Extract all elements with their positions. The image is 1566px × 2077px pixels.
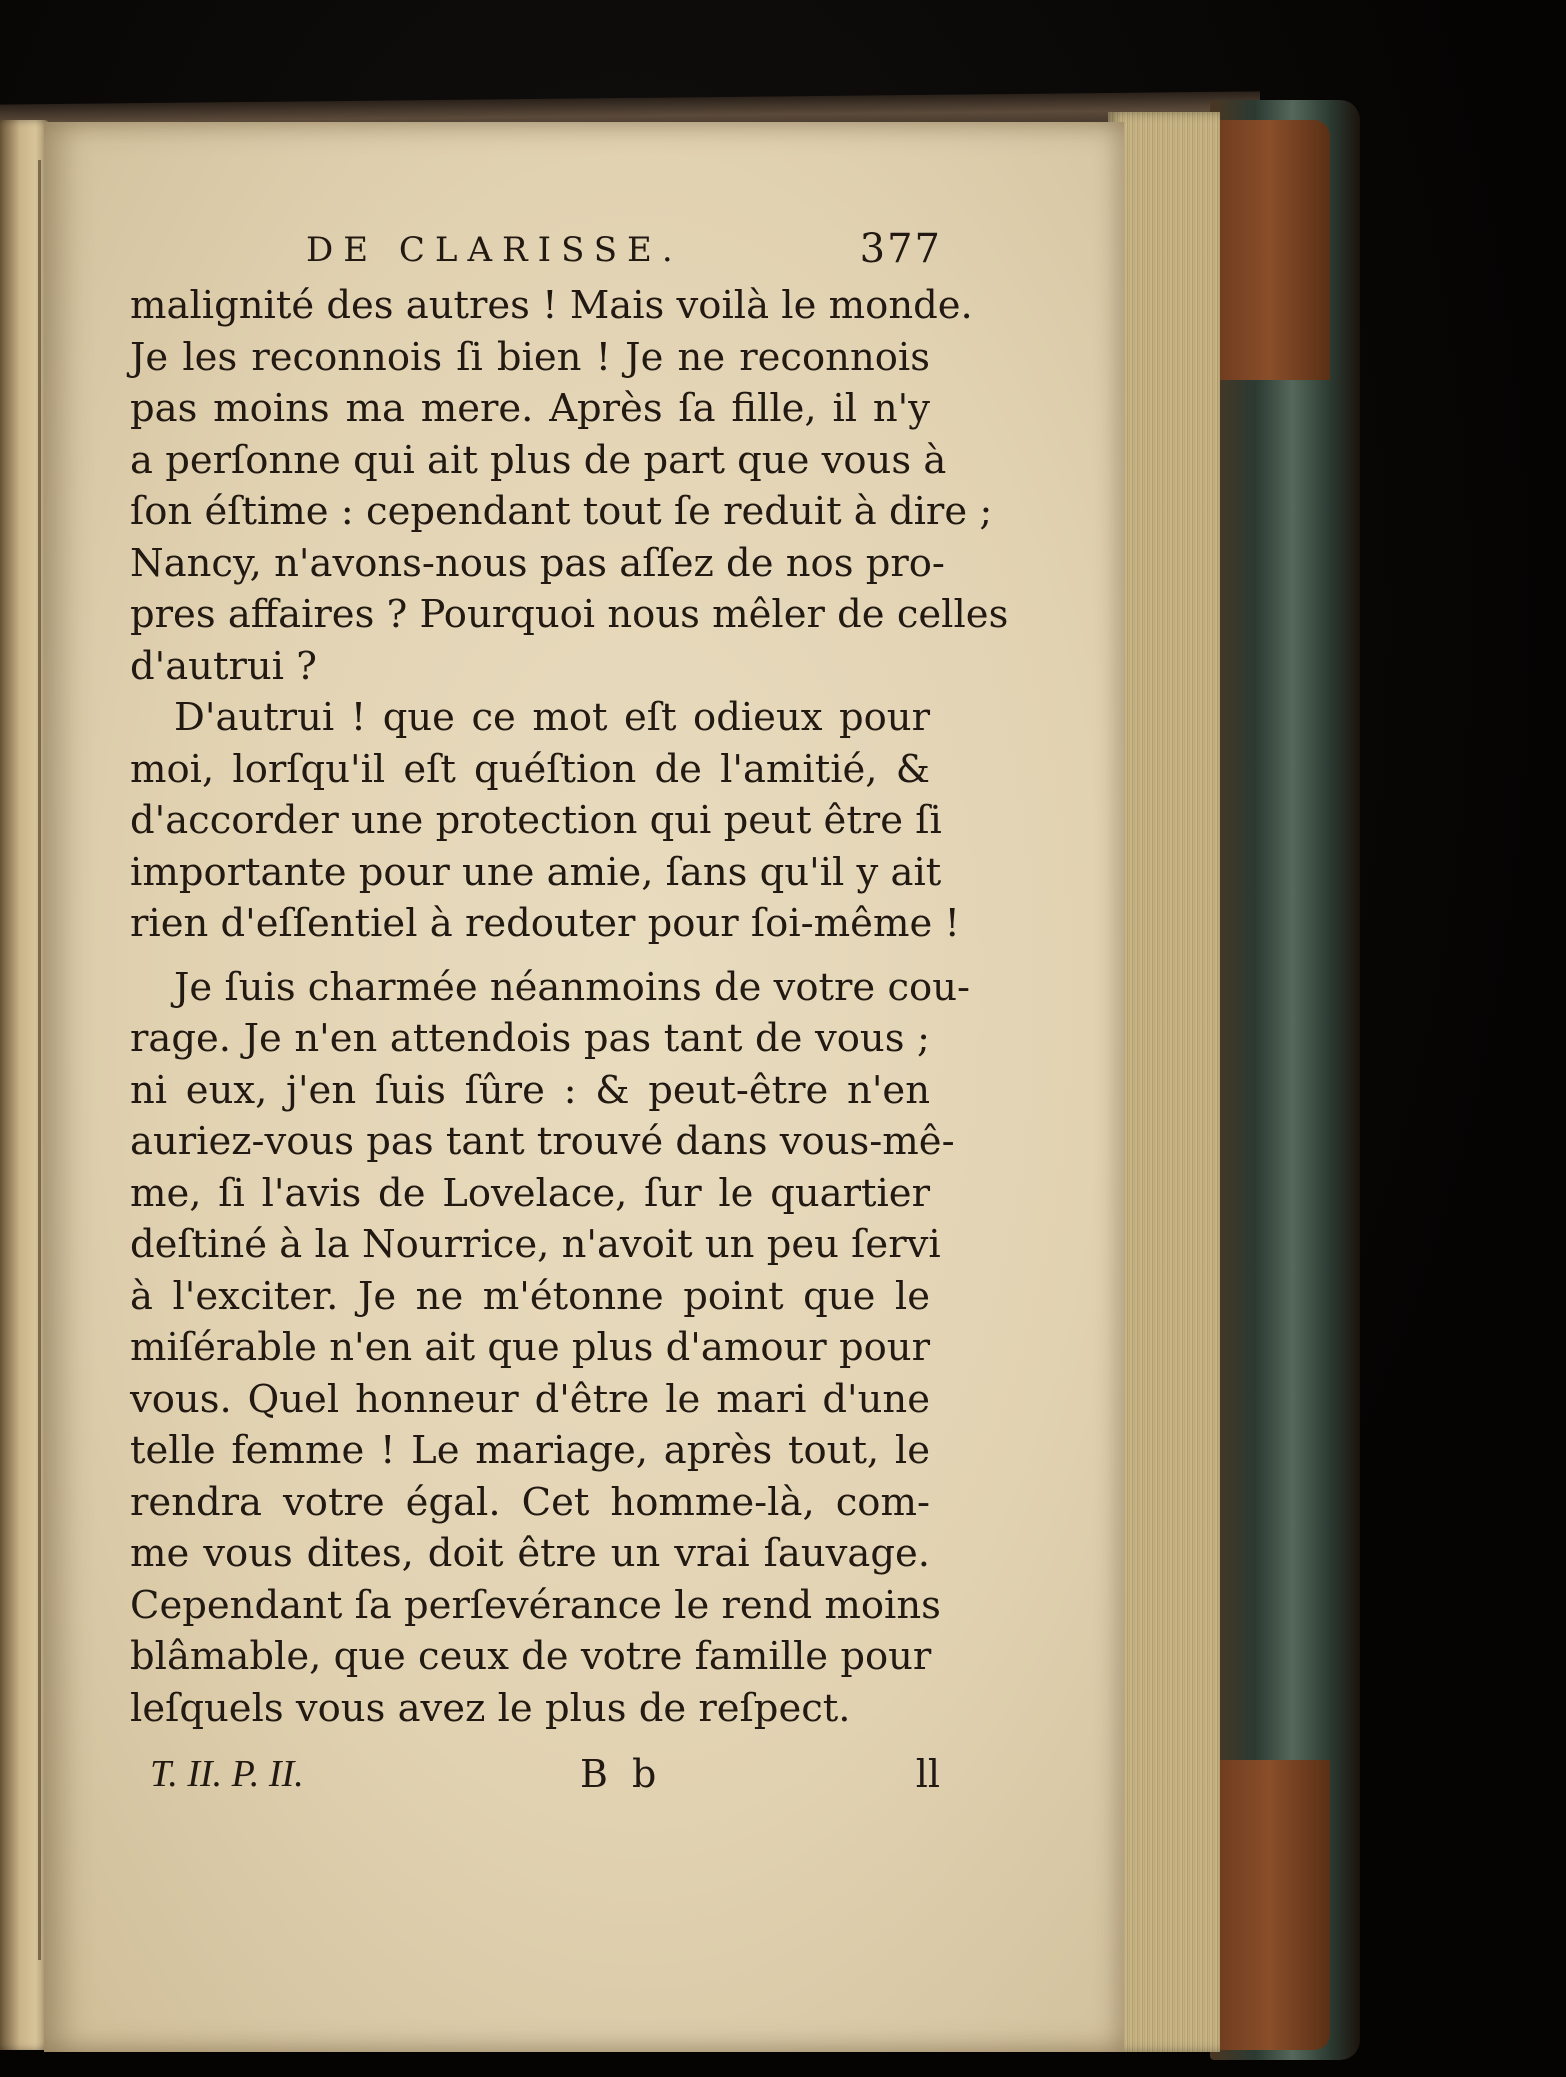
page-number: 377 bbox=[859, 226, 942, 272]
text-line: Nancy, n'avons-nous pas aſſez de nos pro- bbox=[130, 540, 945, 586]
text-line: rien d'eſſentiel à redouter pour ſoi-même ! bbox=[130, 901, 960, 946]
paragraph-2 bbox=[130, 692, 960, 950]
text-line: vous. Quel honneur d'être le mari d'une bbox=[130, 1376, 930, 1422]
text-line: ſon éſtime : cependant tout ſe reduit à dire ; bbox=[130, 489, 993, 534]
text-line: pres affaires ? Pourquoi nous mêler de celles bbox=[130, 592, 1009, 637]
text-line: deſtiné à la Nourrice, n'avoit un peu ſervi bbox=[130, 1222, 941, 1267]
text-line: ni eux, j'en ſuis ſûre : & peut-être n'en bbox=[130, 1067, 930, 1113]
text-line: moi, lorſqu'il eſt quéſtion de l'amitié, & bbox=[130, 746, 930, 792]
text-line: pas moins ma mere. Après ſa fille, il n'y bbox=[130, 386, 930, 431]
running-title: DE CLARISSE. bbox=[306, 230, 683, 270]
text-line: Cependant ſa perſevérance le rend moins bbox=[130, 1582, 941, 1628]
text-line: Je les reconnois ſi bien ! Je ne reconnois bbox=[130, 334, 930, 380]
running-head bbox=[130, 220, 942, 280]
text-line: miſérable n'en ait que plus d'amour pour bbox=[130, 1325, 930, 1370]
cover-leather-bottom bbox=[1210, 1760, 1330, 2050]
text-line: d'autrui ? bbox=[130, 643, 317, 689]
text-line: me vous dites, doit être un vrai ſauvage. bbox=[130, 1531, 930, 1576]
paragraph-gap bbox=[130, 950, 930, 962]
text-line: Je ſuis charmée néanmoins de votre cou- bbox=[174, 964, 970, 1010]
text-line: telle femme ! Le mariage, après tout, le bbox=[130, 1428, 930, 1473]
paragraph-3 bbox=[130, 962, 970, 1735]
page-text bbox=[130, 220, 1009, 1812]
page-block-edge bbox=[1108, 112, 1220, 2052]
text-line: importante pour une amie, ſans qu'il y ait bbox=[130, 849, 942, 895]
signature-mark: B b bbox=[580, 1752, 663, 1796]
text-line: D'autrui ! que ce mot eſt odieux pour bbox=[174, 695, 930, 740]
text-line: d'accorder une protection qui peut être ſi bbox=[130, 798, 942, 843]
text-line: rendra votre égal. Cet homme-là, com- bbox=[130, 1479, 930, 1525]
previous-page-edge bbox=[0, 120, 50, 2050]
paragraph-1 bbox=[130, 280, 1009, 692]
volume-mark: T. II. P. II. bbox=[150, 1753, 304, 1795]
cover-leather-top bbox=[1210, 120, 1330, 380]
signature-line bbox=[130, 1752, 940, 1812]
text-line: me, ſi l'avis de Lovelace, ſur le quartier bbox=[130, 1170, 930, 1216]
gutter-line bbox=[38, 160, 41, 1960]
text-line: auriez-vous pas tant trouvé dans vous-mê- bbox=[130, 1119, 955, 1164]
text-line: à l'exciter. Je ne m'étonne point que le bbox=[130, 1273, 930, 1319]
signature-number: ll bbox=[915, 1752, 940, 1796]
text-line: blâmable, que ceux de votre famille pour bbox=[130, 1634, 932, 1679]
text-line: leſquels vous avez le plus de reſpect. bbox=[130, 1685, 851, 1731]
text-line: a perſonne qui ait plus de part que vous à bbox=[130, 437, 947, 483]
text-line: malignité des autres ! Mais voilà le monde. bbox=[130, 283, 973, 328]
text-line: rage. Je n'en attendois pas tant de vous ; bbox=[130, 1016, 930, 1061]
